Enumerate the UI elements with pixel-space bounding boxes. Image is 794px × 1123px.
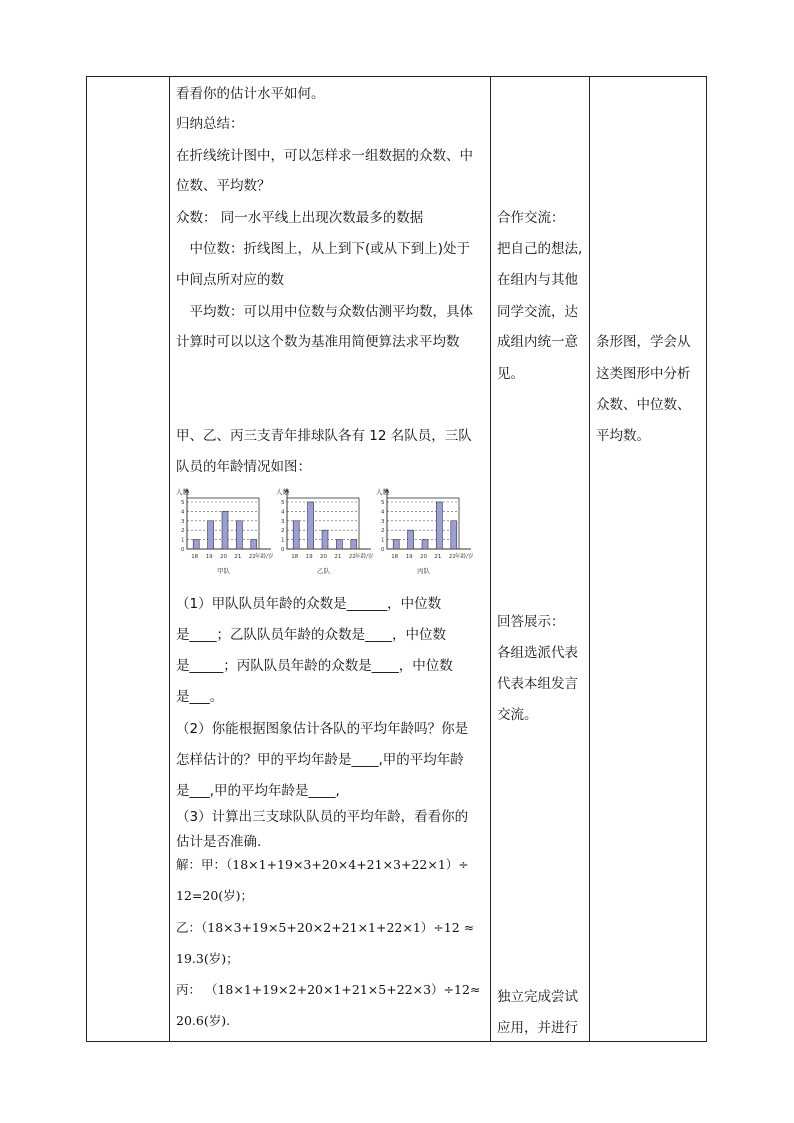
x-tick-label: 19 [405, 554, 413, 560]
text-line: 队员的年龄情况如图： [176, 459, 311, 475]
question-3: （3）计算出三支球队队员的平均年龄，看看你的 [176, 809, 469, 825]
activity-text: 在组内与其他 [497, 272, 578, 288]
text-line: 位数、平均数？ [176, 178, 271, 194]
solution-yi-result: 19.3(岁)； [176, 951, 239, 966]
bar [251, 540, 257, 549]
bar [422, 540, 428, 549]
activity-text: 见。 [497, 366, 524, 382]
text-line: 看看你的估计水平如何。 [176, 86, 325, 102]
content-column [170, 77, 490, 1041]
intent-text: 这类图形中分析 [596, 366, 691, 382]
x-tick-label: 21 [434, 554, 442, 560]
student-activity-column [491, 77, 589, 1041]
stage-column [87, 77, 169, 1041]
y-axis-label: 人数 [276, 488, 289, 496]
activity-text: 独立完成尝试 [497, 989, 578, 1005]
question-2: （2）你能根据图象估计各队的平均年龄吗？你是 [176, 721, 469, 737]
x-tick-label: 19 [205, 554, 213, 560]
bar [193, 540, 199, 549]
y-tick-label: 0 [381, 547, 385, 553]
solution-jia-result: 12=20(岁)； [176, 888, 254, 903]
y-tick-label: 4 [181, 509, 185, 516]
team-title: 乙队 [317, 567, 330, 575]
x-axis-label: 年龄/岁 [255, 554, 274, 560]
x-tick-label: 20 [220, 554, 227, 560]
x-tick-label: 20 [420, 554, 427, 560]
text-line: 中间点所对应的数 [176, 272, 284, 288]
summary-heading: 归纳总结： [176, 116, 244, 132]
intent-text: 条形图，学会从 [596, 334, 691, 350]
bar [393, 540, 399, 549]
question-1: （1）甲队队员年龄的众数是______，中位数 [176, 596, 442, 612]
text-line: 在折线统计图中，可以怎样求一组数据的众数、中 [176, 148, 473, 164]
text-line: 是___,甲的平均年龄是____, [176, 783, 340, 799]
y-axis-label: 人数 [376, 488, 389, 496]
median-definition: 中位数：折线图上，从上到下(或从下到上)处于 [176, 241, 471, 257]
y-tick-label: 3 [381, 518, 385, 525]
bar [322, 530, 328, 549]
y-tick-label: 1 [181, 537, 185, 544]
bar [236, 521, 242, 549]
text-line: 是___。 [176, 689, 224, 705]
activity-text: 代表本组发言 [497, 676, 578, 692]
design-intent-column [590, 77, 707, 1041]
x-tick-label: 21 [234, 554, 242, 560]
activity-text: 把自己的想法, [497, 241, 583, 257]
text-line: 是_____；丙队队员年龄的众数是____，中位数 [176, 658, 453, 674]
y-tick-label: 1 [381, 537, 385, 544]
activity-text: 成组内统一意 [497, 334, 578, 350]
lesson-table [86, 76, 707, 1042]
x-axis-label: 年龄/岁 [455, 554, 474, 560]
intent-text: 众数、中位数、 [596, 397, 691, 413]
y-axis-label: 人数 [176, 488, 189, 496]
text-line: 计算时可以以这个数为基准用简便算法求平均数 [176, 334, 460, 350]
problem-statement: 甲、乙、丙三支青年排球队各有 12 名队员，三队 [176, 428, 472, 444]
bar [351, 540, 357, 549]
solution-yi: 乙：（18×3+19×5+20×2+21×1+22×1）÷12 ≈ [176, 920, 475, 935]
bar [293, 521, 299, 549]
activity-text: 应用，并进行 [497, 1020, 578, 1036]
bar [436, 502, 442, 549]
team-title: 甲队 [217, 567, 230, 575]
y-tick-label: 4 [281, 509, 285, 516]
y-tick-label: 5 [381, 500, 385, 506]
x-tick-label: 20 [320, 554, 327, 560]
x-tick-label: 22 [348, 554, 356, 560]
y-tick-label: 2 [181, 528, 185, 535]
x-tick-label: 22 [248, 554, 256, 560]
activity-text: 各组选派代表 [497, 645, 578, 661]
y-tick-label: 4 [381, 509, 385, 516]
bar [451, 521, 457, 549]
y-tick-label: 5 [281, 500, 285, 506]
team-age-bar-charts [175, 487, 480, 587]
x-tick-label: 18 [391, 554, 399, 560]
x-axis-label: 年龄/岁 [355, 554, 374, 560]
bar [408, 530, 414, 549]
bar-charts-svg [175, 487, 480, 587]
solution-bing-result: 20.6(岁). [176, 1013, 231, 1028]
bar [208, 521, 214, 549]
activity-text: 同学交流，达 [497, 304, 578, 320]
x-tick-label: 22 [448, 554, 456, 560]
activity-heading: 合作交流： [497, 210, 565, 226]
y-tick-label: 5 [181, 500, 185, 506]
bar [308, 502, 314, 549]
mean-definition: 平均数：可以用中位数与众数估测平均数，具体 [176, 304, 473, 320]
x-tick-label: 18 [191, 554, 199, 560]
y-tick-label: 2 [381, 528, 385, 535]
solution-jia: 解：甲：（18×1+19×3+20×4+21×3+22×1）÷ [176, 857, 469, 872]
bar [222, 511, 228, 549]
text-line: 怎样估计的？甲的平均年龄是____,甲的平均年龄 [176, 752, 464, 768]
mode-definition: 众数： 同一水平线上出现次数最多的数据 [176, 210, 424, 226]
y-tick-label: 3 [281, 518, 285, 525]
intent-text: 平均数。 [596, 428, 650, 444]
text-line: 是____；乙队队员年龄的众数是____，中位数 [176, 627, 446, 643]
team-title: 丙队 [417, 567, 430, 575]
y-tick-label: 0 [181, 547, 185, 553]
y-tick-label: 3 [181, 518, 185, 525]
x-tick-label: 19 [305, 554, 313, 560]
bar [336, 540, 342, 549]
solution-bing: 丙： （18×1+19×2+20×1+21×5+22×3）÷12≈ [176, 982, 481, 997]
y-tick-label: 1 [281, 537, 285, 544]
y-tick-label: 0 [281, 547, 285, 553]
activity-heading: 回答展示： [497, 614, 565, 630]
y-tick-label: 2 [281, 528, 285, 535]
x-tick-label: 21 [334, 554, 342, 560]
text-line: 估计是否准确. [176, 834, 262, 850]
activity-text: 交流。 [497, 707, 538, 723]
x-tick-label: 18 [291, 554, 299, 560]
